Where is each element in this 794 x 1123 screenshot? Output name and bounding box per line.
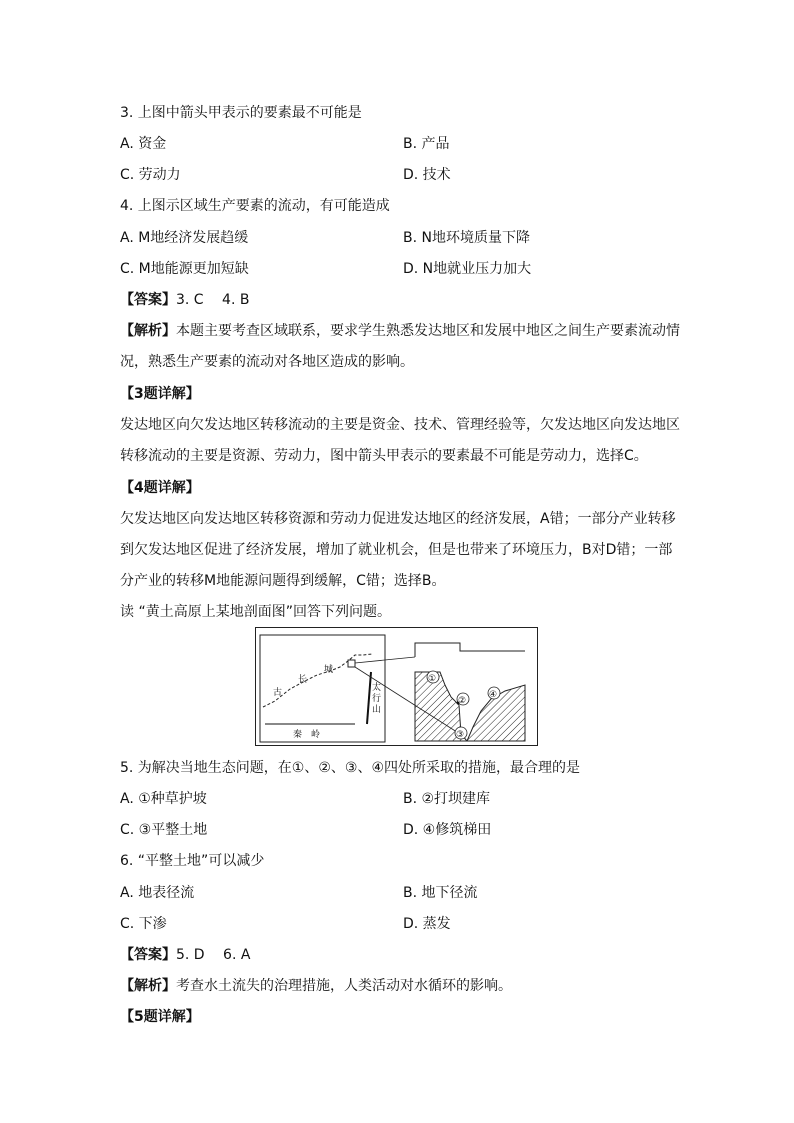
- profile-outline: [415, 643, 525, 657]
- taihang-line: [367, 672, 371, 724]
- marker-4-label: ④: [489, 690, 498, 700]
- detail3-line1: 发达地区向欠发达地区转移流动的主要是资金、技术、管理经验等，欠发达地区向发达地区: [120, 417, 680, 433]
- q3-option-c: C. 劳动力: [120, 167, 181, 183]
- q6-option-b: B. 地下径流: [403, 885, 478, 901]
- q6-option-d: D. 蒸发: [403, 916, 451, 932]
- detail4-line3: 分产业的转移M地能源问题得到缓解，C错；选择B。: [120, 573, 446, 589]
- figure-intro: 读 “黄土高原上某地剖面图”回答下列问题。: [120, 604, 391, 620]
- marker-1-label: ①: [428, 674, 437, 684]
- taihang-char-2: 行: [372, 694, 382, 704]
- qinling-label: 秦 岭: [293, 730, 321, 740]
- q3-stem: 3. 上图中箭头甲表示的要素最不可能是: [120, 105, 362, 121]
- q3-option-d: D. 技术: [403, 167, 451, 183]
- detail3-tag: 【3题详解】: [120, 386, 200, 402]
- great-wall-char-2: 长: [298, 675, 308, 685]
- q5-option-b: B. ②打坝建库: [403, 791, 491, 807]
- analysis-text-2: 考查水土流失的治理措施，人类活动对水循环的影响。: [176, 978, 512, 994]
- analysis-text: 本题主要考查区域联系，要求学生熟悉发达地区和发展中地区之间生产要素流动情: [176, 323, 680, 339]
- q5-option-d: D. ④修筑梯田: [403, 822, 492, 838]
- analysis-tag-2: 【解析】: [120, 978, 176, 994]
- detail4-line2: 到欠发达地区促进了经济发展，增加了就业机会，但是也带来了环境压力，B对D错；一部: [120, 542, 673, 558]
- q4-option-c: C. M地能源更加短缺: [120, 261, 249, 277]
- answer-block-2: [120, 946, 250, 964]
- q4-option-d: D. N地就业压力加大: [403, 261, 532, 277]
- detail3-line2: 转移流动的主要是资源、劳动力，图中箭头甲表示的要素最不可能是劳动力，选择C。: [120, 448, 648, 464]
- q3-option-b: B. 产品: [403, 136, 450, 152]
- great-wall-char-1: 古: [273, 688, 283, 698]
- q4-option-a: A. M地经济发展趋缓: [120, 230, 249, 246]
- loess-profile-figure: [255, 627, 538, 746]
- marker-2-label: ②: [458, 696, 467, 706]
- detail4-tag: 【4题详解】: [120, 480, 200, 496]
- detail4-line1: 欠发达地区向发达地区转移资源和劳动力促进发达地区的经济发展，A错；一部分产业转移: [120, 511, 676, 527]
- great-wall-char-3: 城: [324, 665, 334, 675]
- q4-option-b: B. N地环境质量下降: [403, 230, 530, 246]
- detail5-tag: 【5题详解】: [120, 1009, 200, 1025]
- location-marker: [348, 660, 355, 667]
- great-wall-line: [263, 654, 372, 707]
- taihang-char-1: 太: [372, 683, 382, 693]
- answer-text-2: 5. D 6. A: [176, 947, 251, 963]
- answer-tag-2: 【答案】: [120, 947, 176, 963]
- analysis-text-line2: 况，熟悉生产要素的流动对各地区造成的影响。: [120, 354, 414, 370]
- profile-svg: [255, 627, 538, 746]
- answer-block-1: [120, 291, 249, 309]
- answer-tag: 【答案】: [120, 292, 176, 308]
- q5-stem: 5. 为解决当地生态问题，在①、②、③、④四处所采取的措施，最合理的是: [120, 760, 581, 776]
- q5-option-c: C. ③平整土地: [120, 822, 208, 838]
- answer-text: 3. C 4. B: [176, 292, 250, 308]
- marker-3-label: ③: [456, 730, 465, 740]
- q3-option-a: A. 资金: [120, 136, 167, 152]
- analysis-block-1: [120, 322, 680, 340]
- q6-option-a: A. 地表径流: [120, 885, 195, 901]
- q5-option-a: A. ①种草护坡: [120, 791, 207, 807]
- q6-stem: 6. “平整土地”可以减少: [120, 853, 265, 869]
- analysis-block-2: [120, 977, 512, 995]
- taihang-char-3: 山: [372, 705, 382, 715]
- q4-stem: 4. 上图示区域生产要素的流动，有可能造成: [120, 198, 390, 214]
- q6-option-c: C. 下渗: [120, 916, 167, 932]
- analysis-tag: 【解析】: [120, 323, 176, 339]
